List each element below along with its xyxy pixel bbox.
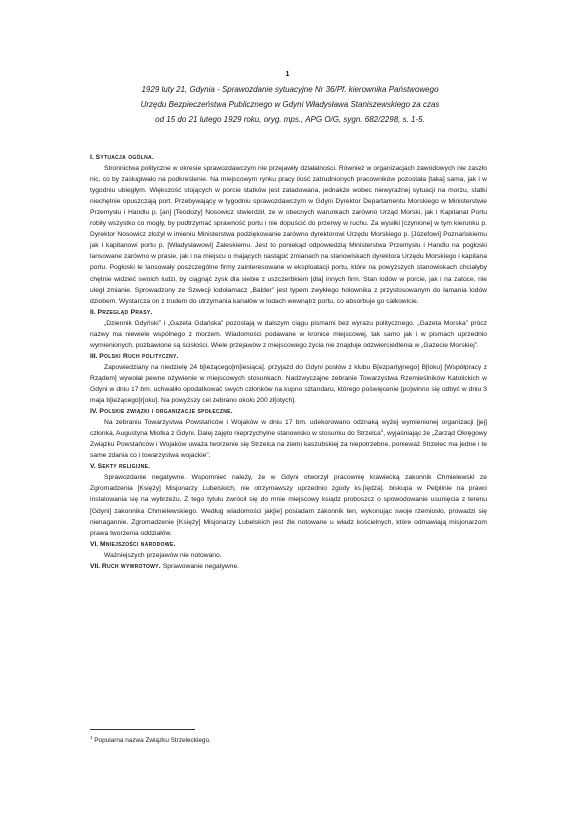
header-line-3: od 15 do 21 lutego 1929 roku, oryg. mps., APG O/G, sygn. 682/2298, s. 1-5. [155, 115, 425, 125]
section-heading-2: II. Przegląd Prasy. [90, 308, 153, 316]
document-body [90, 152, 487, 572]
section-7-text: Sprawowanie negatywne. [162, 562, 240, 570]
footnote [90, 736, 490, 745]
section-4-paragraph: Na zebraniu Towarzystwa Powstańców i Wojaków w dniu 17 bm. udekorowano odznaką wyżej wymienionej organizacji [jej] członka, Augustyna Miotka z Gdyni. Dalej zajęto nieprzychylne stanowisko w stosunku do Strzelca$^1$, wyjaśniając że „Zarząd Okręgowy Związku Powstańców i Wojaków uważa tworzenie się Strzelca na ziemi kaszubskiej za niepotrzebne, ponieważ Strzelec ma jedne i te same zdania co i towarzystwa wojackie”. [90, 419, 487, 460]
section-heading-3: III. Polski Ruch polityczny. [90, 352, 179, 360]
footnote-mark: 1 [90, 734, 93, 740]
footnote-reference: 1 [380, 427, 384, 433]
page-number: 1 [285, 69, 290, 78]
section-2-paragraph: „Dziennik Gdyński” i „Gazeta Gdańska” pozostają w dalszym ciągu pismami bez wyrazu politycznego. „Gazeta Morska” prócz nazwy ma niewiele wspólnego z morzem. Wiadomości podawane w kronice miejscowej, tak samo jak i w pismach uprzednio wymienionych, pozbawione są ścisłości. Wiele przejawów z miejscowego życia nie znajduje odzwierciedlenia w „Gazecie Morskiej”. [90, 319, 487, 349]
header-line-2: Urzędu Bezpieczeństwa Publicznego w Gdyni Władysława Staniszewskiego za czas [140, 100, 440, 110]
section-heading-7: VII. Ruch wywrotowy. Sprawowanie negatywne. [90, 562, 240, 570]
footnote-text: Popularna nazwa Związku Strzeleckiego. [94, 737, 211, 744]
section-1-paragraph: Stronnictwa polityczne w okresie sprawozdawczym nie przejawiły działalności. Również w organizacjach zawodowych nie zaszło nic, co by zasługiwało na podkreślenie. Na miejscowym rynku pracy ilość zatrudnionych pracowników pozostała [taka] sama, jak i w tygodniu ubiegłym. Większość stojących w porcie statków jest zatadowana, jednakże wobec niewyraźnej sytuacji na morzu, statki niechętnie opuszczają port. Przebywający w tygodniu sprawozdawczym w Gdyni Dyrektor Departamentu Morskiego w Ministerstwie Przemysłu i Handlu p. [an] [Teodozy] Nosowicz stwierdził, że w obecnych warunkach zarówno Urząd Morski, jak i Kapitanat Portu robiły wszystko co mogły, by podtrzymać sprawność portu i nie dopuścić do przerwy w ruchu. Za wysiłki [czynione] w tym kierunku p. Dyrektor Nosowicz złożył w imieniu Ministerstwa podziękowanie zarówno dyrektorowi Urzędu Morskiego p. [Józefowi] Poznańskiemu jak i kapitanowi portu p. [Władysławowi] Zaleskiemu. Jest to poniekąd odpowiedzią Ministerstwa Przemysłu i Handlu na pogłoski lansowane zarówno w prasie, jak i na miejscu o mających nastąpić zmianach na stanowiskach dyrektora Urzędu Morskiego i kapitana portu. Pogłoski te lansowały poszczególne firmy zainteresowane w eksploatacji portu, które na powyższych stanowiskach chciałyby chętnie widzieć swoich ludzi, by ciągnąć zysk dla siebie z uszczerbkiem [dla] innych firm. Stan lodów w porcie, jak i na zatoce, nie uległ zmianie. Sprowadzony ze Szwecji lodołamacz „Balder” jest typem zwykłego holownika z przystosowanym do łamania lodów dziobem. Wystarcza on z trudem do utrzymania kanałów w lodach wewnątrz portu, co absorbuje go całkowicie. [90, 165, 487, 305]
section-heading-6: VI. Mniejszości narodowe. [90, 540, 176, 548]
section-heading-1: I. Sytuacja ogólna. [90, 154, 155, 161]
section-5-paragraph: Sprawozdanie negatywne. Wspomnieć należy, że w Gdyni otworzył pracownię krawiecką zakonnik Chmielewski ze Zgromadzenia [Księży] Misjonarzy Lubelskich, nie otrzymawszy uprzednio zgody ks.[iędza]. biskupa w Pelplinie na prawo instalowania się na wybrzeżu. Z tego tytułu zwrócił się do mnie miejscowy ksiądz proboszcz o spowodowanie usunięcia z terenu [Gdyni] zakonnika Chmielewskiego. Według wiadomości jak[ie] posiadam zakonnik ten, wykonując swoje rzemiosło, prowadzi się nienagannie. Zgromadzenie [Księży] Misjonarzy Lubelskich jest źle notowane u władz kościelnych, które odmawiają misjonarzom prawa tworzenia oddziałów. [90, 474, 487, 537]
section-6-paragraph: Ważniejszych przejawów nie notowano. [104, 551, 222, 559]
section-3-paragraph: Zapowiedziany na niedzielę 24 b[ieżącego]m[iesiąca]. przyjazd do Gdyni posłów z klubu B[ezpartyjnego] B[loku] [Współpracy z Rządem] wywołał pewne ożywienie w miejscowych stosunkach. Nadzwyczajne zebranie Towarzystwa Rzemieślników Katolickich w Gdyni w dniu 17 bm. uchwaliło opodatkować swych członków na kupno sztandaru, którego poświęcenie [po]winno się odbyć w dniu 3 maja b[ieżącego]r[oku]. Na powyższy cel zebrano około 200 zł[otych]. [90, 363, 487, 405]
document-header [90, 82, 490, 128]
footnote-divider [90, 729, 195, 730]
header-line-1: 1929 luty 21, Gdynia - Sprawozdanie sytuacyjne Nr 36/Pf. kierownika Państwowego [141, 85, 439, 94]
section-heading-4: IV. Polskie związki i organizacje społeczne. [90, 408, 233, 416]
section-heading-5: V. Sekty religijne. [90, 463, 151, 471]
